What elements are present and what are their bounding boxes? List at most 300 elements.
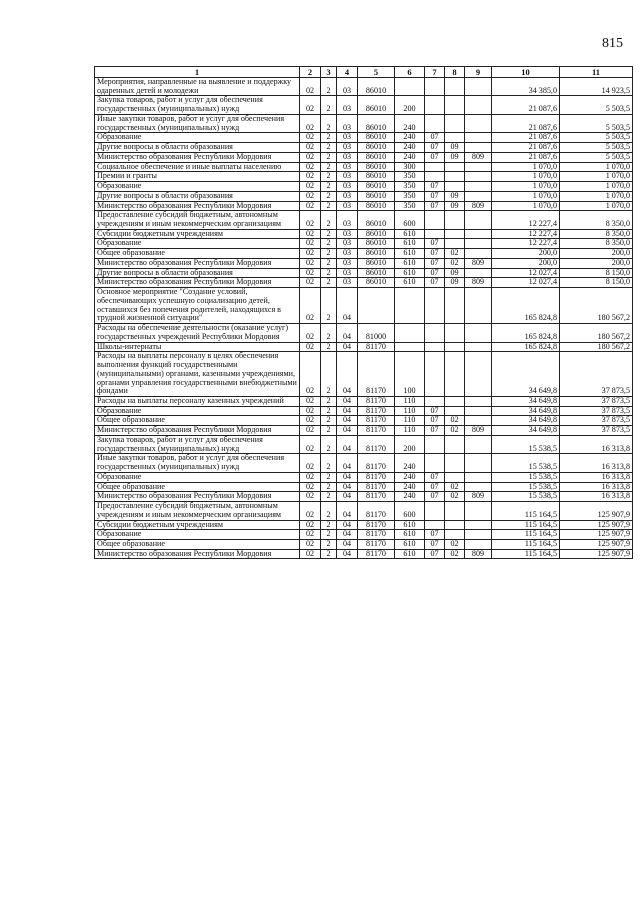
subprogram-code-cell: 2 (321, 472, 337, 482)
activity-code-cell: 04 (337, 539, 358, 549)
amount-year-2-cell: 1 070,0 (560, 201, 633, 211)
subsection-code-cell (445, 211, 465, 229)
table-row (95, 229, 633, 239)
item-name-cell: Иные закупки товаров, работ и услуг для обеспечения государственных (муниципальных) нужд (95, 114, 300, 132)
expense-code-cell: 81170 (358, 549, 395, 559)
table-row (95, 162, 633, 172)
subprogram-code-cell: 2 (321, 530, 337, 540)
subsection-code-cell: 09 (445, 191, 465, 201)
item-name-cell: Общее образование (95, 539, 300, 549)
subsection-code-cell: 09 (445, 268, 465, 278)
item-name-cell: Министерство образования Республики Мордовия (95, 278, 300, 288)
ministry-code-cell (465, 502, 492, 520)
ministry-code-cell (465, 406, 492, 416)
ministry-code-cell (465, 239, 492, 249)
program-code-cell: 02 (300, 435, 321, 453)
activity-code-cell: 04 (337, 472, 358, 482)
amount-year-2-cell: 125 907,9 (560, 530, 633, 540)
page-number: 815 (602, 36, 623, 51)
table-row (95, 133, 633, 143)
subprogram-code-cell: 2 (321, 114, 337, 132)
section-code-cell: 07 (425, 191, 445, 201)
program-code-cell: 02 (300, 406, 321, 416)
subprogram-code-cell: 2 (321, 239, 337, 249)
subprogram-code-cell: 2 (321, 396, 337, 406)
column-header: 1 (95, 67, 300, 78)
item-name-cell: Министерство образования Республики Мордовия (95, 258, 300, 268)
item-name-cell: Министерство образования Республики Мордовия (95, 426, 300, 436)
expense-code-cell: 81170 (358, 472, 395, 482)
ministry-code-cell (465, 396, 492, 406)
item-name-cell: Основное мероприятие "Создание условий, обеспечивающих успешную социализацию детей, оставшихся без попечения родителей, находящихся в трудной жизненной ситуации" (95, 288, 300, 324)
ministry-code-cell: 809 (465, 278, 492, 288)
item-name-cell: Другие вопросы в области образования (95, 268, 300, 278)
expense-code-cell: 81170 (358, 416, 395, 426)
activity-code-cell: 04 (337, 492, 358, 502)
expense-type-code-cell: 610 (395, 249, 425, 259)
activity-code-cell: 04 (337, 352, 358, 397)
item-name-cell: Другие вопросы в области образования (95, 143, 300, 153)
table-row (95, 96, 633, 114)
ministry-code-cell (465, 96, 492, 114)
item-name-cell: Образование (95, 472, 300, 482)
amount-year-1-cell: 200,0 (492, 258, 560, 268)
ministry-code-cell (465, 472, 492, 482)
amount-year-1-cell: 15 538,5 (492, 472, 560, 482)
amount-year-1-cell: 165 824,8 (492, 324, 560, 342)
section-code-cell (425, 396, 445, 406)
expense-type-code-cell: 600 (395, 211, 425, 229)
table-row (95, 114, 633, 132)
expense-code-cell: 86010 (358, 182, 395, 192)
activity-code-cell: 03 (337, 78, 358, 96)
item-name-cell: Министерство образования Республики Мордовия (95, 152, 300, 162)
section-code-cell (425, 211, 445, 229)
subprogram-code-cell: 2 (321, 172, 337, 182)
ministry-code-cell (465, 249, 492, 259)
expense-type-code-cell: 200 (395, 435, 425, 453)
amount-year-2-cell: 5 503,5 (560, 96, 633, 114)
expense-code-cell: 81170 (358, 482, 395, 492)
table-row (95, 211, 633, 229)
subsection-code-cell: 09 (445, 201, 465, 211)
activity-code-cell: 04 (337, 454, 358, 472)
program-code-cell: 02 (300, 426, 321, 436)
amount-year-2-cell: 16 313,8 (560, 472, 633, 482)
ministry-code-cell (465, 191, 492, 201)
subsection-code-cell (445, 229, 465, 239)
subprogram-code-cell: 2 (321, 416, 337, 426)
program-code-cell: 02 (300, 249, 321, 259)
section-code-cell: 07 (425, 482, 445, 492)
subsection-code-cell: 02 (445, 249, 465, 259)
subprogram-code-cell: 2 (321, 288, 337, 324)
activity-code-cell: 04 (337, 502, 358, 520)
subsection-code-cell (445, 324, 465, 342)
section-code-cell (425, 502, 445, 520)
item-name-cell: Субсидии бюджетным учреждениям (95, 520, 300, 530)
subprogram-code-cell: 2 (321, 539, 337, 549)
expense-type-code-cell: 240 (395, 472, 425, 482)
subprogram-code-cell: 2 (321, 249, 337, 259)
ministry-code-cell (465, 482, 492, 492)
subsection-code-cell (445, 502, 465, 520)
amount-year-1-cell: 165 824,8 (492, 288, 560, 324)
amount-year-2-cell: 125 907,9 (560, 520, 633, 530)
section-code-cell: 07 (425, 549, 445, 559)
section-code-cell: 07 (425, 201, 445, 211)
subprogram-code-cell: 2 (321, 182, 337, 192)
table-row (95, 426, 633, 436)
amount-year-2-cell: 8 350,0 (560, 239, 633, 249)
item-name-cell: Предоставление субсидий бюджетным, автономным учреждениям и иным некоммерческим организациям (95, 502, 300, 520)
ministry-code-cell (465, 78, 492, 96)
activity-code-cell: 03 (337, 133, 358, 143)
table-row (95, 143, 633, 153)
activity-code-cell: 04 (337, 342, 358, 352)
table-row (95, 549, 633, 559)
program-code-cell: 02 (300, 278, 321, 288)
table-row (95, 172, 633, 182)
subprogram-code-cell: 2 (321, 162, 337, 172)
ministry-code-cell (465, 133, 492, 143)
ministry-code-cell (465, 211, 492, 229)
subprogram-code-cell: 2 (321, 78, 337, 96)
activity-code-cell: 03 (337, 191, 358, 201)
amount-year-1-cell: 34 649,8 (492, 416, 560, 426)
column-header: 5 (358, 67, 395, 78)
expense-type-code-cell: 200 (395, 96, 425, 114)
subsection-code-cell: 09 (445, 278, 465, 288)
amount-year-2-cell: 16 313,8 (560, 492, 633, 502)
section-code-cell: 07 (425, 530, 445, 540)
budget-table (94, 66, 633, 559)
amount-year-1-cell: 165 824,8 (492, 342, 560, 352)
item-name-cell: Образование (95, 406, 300, 416)
amount-year-2-cell: 1 070,0 (560, 182, 633, 192)
activity-code-cell: 03 (337, 278, 358, 288)
subprogram-code-cell: 2 (321, 426, 337, 436)
expense-type-code-cell: 240 (395, 143, 425, 153)
expense-code-cell: 81170 (358, 454, 395, 472)
item-name-cell: Школы-интернаты (95, 342, 300, 352)
program-code-cell: 02 (300, 342, 321, 352)
activity-code-cell: 04 (337, 426, 358, 436)
ministry-code-cell: 809 (465, 201, 492, 211)
activity-code-cell: 03 (337, 268, 358, 278)
expense-type-code-cell (395, 288, 425, 324)
amount-year-1-cell: 115 164,5 (492, 549, 560, 559)
amount-year-2-cell: 5 503,5 (560, 152, 633, 162)
expense-type-code-cell: 610 (395, 549, 425, 559)
expense-code-cell: 81170 (358, 502, 395, 520)
expense-code-cell: 81170 (358, 342, 395, 352)
item-name-cell: Образование (95, 133, 300, 143)
expense-type-code-cell: 240 (395, 492, 425, 502)
table-row (95, 239, 633, 249)
amount-year-1-cell: 12 227,4 (492, 229, 560, 239)
amount-year-2-cell: 200,0 (560, 249, 633, 259)
program-code-cell: 02 (300, 520, 321, 530)
expense-code-cell: 81170 (358, 352, 395, 397)
activity-code-cell: 03 (337, 201, 358, 211)
section-code-cell (425, 454, 445, 472)
expense-code-cell: 86010 (358, 143, 395, 153)
subprogram-code-cell: 2 (321, 435, 337, 453)
expense-code-cell: 86010 (358, 96, 395, 114)
subsection-code-cell (445, 396, 465, 406)
activity-code-cell: 04 (337, 416, 358, 426)
expense-code-cell: 86010 (358, 229, 395, 239)
ministry-code-cell (465, 520, 492, 530)
amount-year-2-cell: 125 907,9 (560, 539, 633, 549)
amount-year-1-cell: 1 070,0 (492, 162, 560, 172)
item-name-cell: Общее образование (95, 416, 300, 426)
subprogram-code-cell: 2 (321, 454, 337, 472)
expense-type-code-cell: 350 (395, 201, 425, 211)
amount-year-1-cell: 115 164,5 (492, 502, 560, 520)
expense-type-code-cell: 610 (395, 268, 425, 278)
column-header: 4 (337, 67, 358, 78)
subsection-code-cell: 09 (445, 143, 465, 153)
section-code-cell: 07 (425, 472, 445, 482)
subsection-code-cell (445, 114, 465, 132)
expense-code-cell: 81170 (358, 492, 395, 502)
expense-type-code-cell: 240 (395, 133, 425, 143)
ministry-code-cell (465, 416, 492, 426)
expense-code-cell: 86010 (358, 172, 395, 182)
expense-type-code-cell: 610 (395, 520, 425, 530)
subprogram-code-cell: 2 (321, 482, 337, 492)
program-code-cell: 02 (300, 539, 321, 549)
item-name-cell: Расходы на выплаты персоналу казенных учреждений (95, 396, 300, 406)
program-code-cell: 02 (300, 268, 321, 278)
ministry-code-cell (465, 454, 492, 472)
table-row (95, 78, 633, 96)
subsection-code-cell (445, 133, 465, 143)
expense-type-code-cell: 610 (395, 539, 425, 549)
subsection-code-cell: 02 (445, 258, 465, 268)
table-header-row (95, 67, 633, 78)
amount-year-2-cell: 180 567,2 (560, 342, 633, 352)
table-row (95, 530, 633, 540)
amount-year-1-cell: 34 649,8 (492, 352, 560, 397)
ministry-code-cell (465, 143, 492, 153)
ministry-code-cell (465, 162, 492, 172)
subsection-code-cell: 02 (445, 416, 465, 426)
activity-code-cell: 03 (337, 172, 358, 182)
amount-year-2-cell: 37 873,5 (560, 396, 633, 406)
table-row (95, 324, 633, 342)
table-row (95, 191, 633, 201)
section-code-cell (425, 288, 445, 324)
column-header: 8 (445, 67, 465, 78)
item-name-cell: Министерство образования Республики Мордовия (95, 549, 300, 559)
subprogram-code-cell: 2 (321, 502, 337, 520)
ministry-code-cell: 809 (465, 152, 492, 162)
section-code-cell: 07 (425, 133, 445, 143)
program-code-cell: 02 (300, 530, 321, 540)
activity-code-cell: 03 (337, 211, 358, 229)
expense-type-code-cell: 610 (395, 278, 425, 288)
table-row (95, 454, 633, 472)
subprogram-code-cell: 2 (321, 229, 337, 239)
section-code-cell: 07 (425, 416, 445, 426)
amount-year-2-cell: 16 313,8 (560, 435, 633, 453)
subprogram-code-cell: 2 (321, 96, 337, 114)
column-header: 9 (465, 67, 492, 78)
section-code-cell: 07 (425, 249, 445, 259)
subprogram-code-cell: 2 (321, 520, 337, 530)
program-code-cell: 02 (300, 492, 321, 502)
ministry-code-cell (465, 435, 492, 453)
expense-code-cell: 81000 (358, 324, 395, 342)
expense-code-cell: 86010 (358, 133, 395, 143)
amount-year-2-cell: 16 313,8 (560, 454, 633, 472)
amount-year-2-cell: 5 503,5 (560, 143, 633, 153)
ministry-code-cell (465, 342, 492, 352)
program-code-cell: 02 (300, 416, 321, 426)
program-code-cell: 02 (300, 472, 321, 482)
ministry-code-cell (465, 172, 492, 182)
program-code-cell: 02 (300, 229, 321, 239)
subsection-code-cell (445, 520, 465, 530)
program-code-cell: 02 (300, 114, 321, 132)
activity-code-cell: 03 (337, 182, 358, 192)
amount-year-1-cell: 12 227,4 (492, 239, 560, 249)
subsection-code-cell: 02 (445, 539, 465, 549)
amount-year-2-cell: 180 567,2 (560, 324, 633, 342)
section-code-cell: 07 (425, 152, 445, 162)
subsection-code-cell (445, 78, 465, 96)
item-name-cell: Премии и гранты (95, 172, 300, 182)
activity-code-cell: 04 (337, 288, 358, 324)
column-header: 6 (395, 67, 425, 78)
expense-type-code-cell: 610 (395, 239, 425, 249)
item-name-cell: Закупка товаров, работ и услуг для обеспечения государственных (муниципальных) нужд (95, 96, 300, 114)
subsection-code-cell (445, 172, 465, 182)
table-row (95, 406, 633, 416)
table-row (95, 416, 633, 426)
amount-year-2-cell: 37 873,5 (560, 426, 633, 436)
subprogram-code-cell: 2 (321, 278, 337, 288)
amount-year-1-cell: 12 027,4 (492, 268, 560, 278)
amount-year-2-cell: 1 070,0 (560, 191, 633, 201)
section-code-cell (425, 96, 445, 114)
subprogram-code-cell: 2 (321, 324, 337, 342)
subsection-code-cell (445, 406, 465, 416)
section-code-cell (425, 114, 445, 132)
activity-code-cell: 03 (337, 258, 358, 268)
amount-year-2-cell: 1 070,0 (560, 162, 633, 172)
table-row (95, 435, 633, 453)
program-code-cell: 02 (300, 502, 321, 520)
subsection-code-cell: 02 (445, 482, 465, 492)
section-code-cell: 07 (425, 268, 445, 278)
table-row (95, 278, 633, 288)
expense-code-cell: 81170 (358, 396, 395, 406)
amount-year-1-cell: 115 164,5 (492, 539, 560, 549)
expense-code-cell: 86010 (358, 152, 395, 162)
activity-code-cell: 04 (337, 482, 358, 492)
ministry-code-cell (465, 530, 492, 540)
subsection-code-cell (445, 96, 465, 114)
table-body (95, 78, 633, 559)
ministry-code-cell (465, 288, 492, 324)
expense-code-cell: 86010 (358, 239, 395, 249)
program-code-cell: 02 (300, 324, 321, 342)
program-code-cell: 02 (300, 96, 321, 114)
program-code-cell: 02 (300, 352, 321, 397)
amount-year-1-cell: 200,0 (492, 249, 560, 259)
section-code-cell: 07 (425, 406, 445, 416)
amount-year-1-cell: 34 385,0 (492, 78, 560, 96)
program-code-cell: 02 (300, 172, 321, 182)
section-code-cell: 07 (425, 426, 445, 436)
ministry-code-cell (465, 352, 492, 397)
activity-code-cell: 03 (337, 249, 358, 259)
program-code-cell: 02 (300, 258, 321, 268)
ministry-code-cell (465, 324, 492, 342)
expense-code-cell: 81170 (358, 435, 395, 453)
amount-year-2-cell: 37 873,5 (560, 406, 633, 416)
subprogram-code-cell: 2 (321, 268, 337, 278)
expense-type-code-cell: 600 (395, 502, 425, 520)
activity-code-cell: 04 (337, 324, 358, 342)
program-code-cell: 02 (300, 239, 321, 249)
subsection-code-cell (445, 352, 465, 397)
column-header: 7 (425, 67, 445, 78)
subprogram-code-cell: 2 (321, 492, 337, 502)
expense-type-code-cell: 110 (395, 406, 425, 416)
subsection-code-cell (445, 435, 465, 453)
section-code-cell (425, 352, 445, 397)
program-code-cell: 02 (300, 288, 321, 324)
subsection-code-cell: 02 (445, 549, 465, 559)
subsection-code-cell (445, 239, 465, 249)
item-name-cell: Министерство образования Республики Мордовия (95, 492, 300, 502)
item-name-cell: Общее образование (95, 482, 300, 492)
table-row (95, 472, 633, 482)
section-code-cell (425, 324, 445, 342)
section-code-cell (425, 435, 445, 453)
section-code-cell: 07 (425, 539, 445, 549)
expense-type-code-cell (395, 78, 425, 96)
column-header: 10 (492, 67, 560, 78)
expense-code-cell: 81170 (358, 520, 395, 530)
amount-year-1-cell: 21 087,6 (492, 152, 560, 162)
section-code-cell (425, 520, 445, 530)
item-name-cell: Образование (95, 182, 300, 192)
column-header: 3 (321, 67, 337, 78)
activity-code-cell: 04 (337, 396, 358, 406)
subprogram-code-cell: 2 (321, 211, 337, 229)
expense-type-code-cell: 240 (395, 114, 425, 132)
expense-type-code-cell (395, 342, 425, 352)
item-name-cell: Субсидии бюджетным учреждениям (95, 229, 300, 239)
activity-code-cell: 03 (337, 96, 358, 114)
table-row (95, 502, 633, 520)
amount-year-2-cell: 8 350,0 (560, 229, 633, 239)
activity-code-cell: 03 (337, 229, 358, 239)
program-code-cell: 02 (300, 201, 321, 211)
subsection-code-cell (445, 288, 465, 324)
item-name-cell: Мероприятия, направленные на выявление и поддержку одаренных детей и молодежи (95, 78, 300, 96)
expense-type-code-cell: 100 (395, 352, 425, 397)
expense-type-code-cell: 610 (395, 229, 425, 239)
table-row (95, 182, 633, 192)
ministry-code-cell: 809 (465, 492, 492, 502)
